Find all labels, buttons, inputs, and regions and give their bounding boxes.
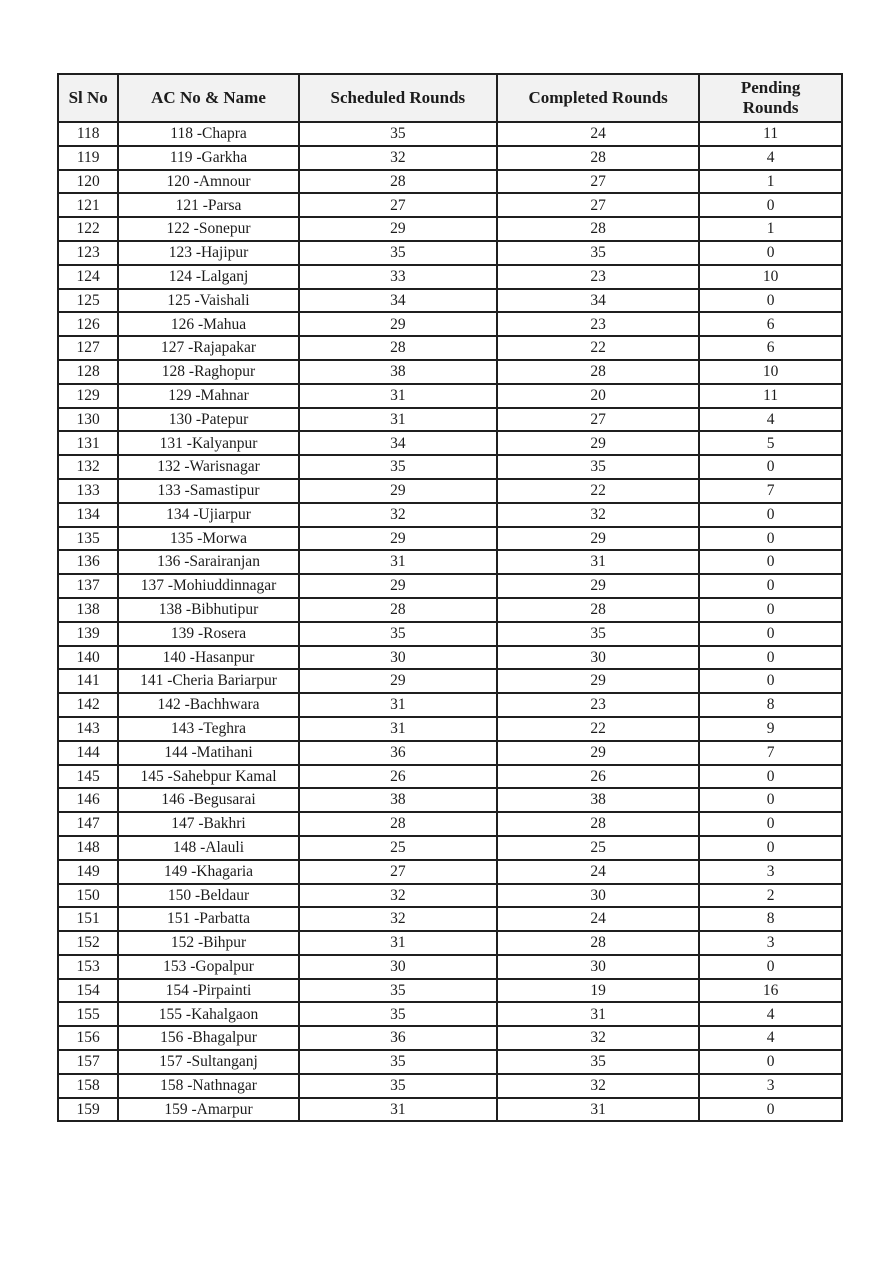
cell-sl-no: 157 xyxy=(58,1050,118,1074)
cell-pending-rounds: 0 xyxy=(699,503,842,527)
cell-ac-no-name: 131 -Kalyanpur xyxy=(118,431,298,455)
cell-pending-rounds: 0 xyxy=(699,193,842,217)
cell-scheduled-rounds: 32 xyxy=(299,146,497,170)
cell-scheduled-rounds: 28 xyxy=(299,812,497,836)
cell-scheduled-rounds: 35 xyxy=(299,1050,497,1074)
cell-sl-no: 152 xyxy=(58,931,118,955)
cell-pending-rounds: 4 xyxy=(699,1002,842,1026)
cell-completed-rounds: 23 xyxy=(497,265,699,289)
table-row xyxy=(58,860,842,884)
cell-scheduled-rounds: 34 xyxy=(299,289,497,313)
table-row xyxy=(58,193,842,217)
cell-completed-rounds: 22 xyxy=(497,717,699,741)
cell-ac-no-name: 143 -Teghra xyxy=(118,717,298,741)
column-header-ac-no-name: AC No & Name xyxy=(118,74,298,122)
cell-pending-rounds: 0 xyxy=(699,574,842,598)
table-row xyxy=(58,574,842,598)
cell-ac-no-name: 141 -Cheria Bariarpur xyxy=(118,669,298,693)
table-row xyxy=(58,788,842,812)
table-row xyxy=(58,884,842,908)
cell-completed-rounds: 35 xyxy=(497,1050,699,1074)
column-header-pending-rounds-label: Pending Rounds xyxy=(740,78,801,117)
cell-pending-rounds: 6 xyxy=(699,336,842,360)
header-row xyxy=(58,74,842,122)
cell-sl-no: 138 xyxy=(58,598,118,622)
table-row xyxy=(58,907,842,931)
table-row xyxy=(58,812,842,836)
table-row xyxy=(58,836,842,860)
cell-ac-no-name: 158 -Nathnagar xyxy=(118,1074,298,1098)
cell-ac-no-name: 154 -Pirpainti xyxy=(118,979,298,1003)
table-row xyxy=(58,598,842,622)
table-row xyxy=(58,336,842,360)
cell-completed-rounds: 31 xyxy=(497,550,699,574)
cell-completed-rounds: 24 xyxy=(497,122,699,146)
cell-completed-rounds: 29 xyxy=(497,741,699,765)
cell-pending-rounds: 3 xyxy=(699,931,842,955)
cell-completed-rounds: 19 xyxy=(497,979,699,1003)
cell-sl-no: 127 xyxy=(58,336,118,360)
rounds-table xyxy=(57,73,843,1122)
cell-pending-rounds: 0 xyxy=(699,550,842,574)
cell-completed-rounds: 22 xyxy=(497,336,699,360)
cell-completed-rounds: 24 xyxy=(497,907,699,931)
table-row xyxy=(58,646,842,670)
cell-pending-rounds: 8 xyxy=(699,907,842,931)
cell-scheduled-rounds: 26 xyxy=(299,765,497,789)
cell-sl-no: 128 xyxy=(58,360,118,384)
cell-pending-rounds: 0 xyxy=(699,622,842,646)
cell-pending-rounds: 0 xyxy=(699,598,842,622)
cell-sl-no: 156 xyxy=(58,1026,118,1050)
cell-scheduled-rounds: 35 xyxy=(299,1002,497,1026)
cell-sl-no: 137 xyxy=(58,574,118,598)
cell-pending-rounds: 0 xyxy=(699,788,842,812)
cell-completed-rounds: 38 xyxy=(497,788,699,812)
table-row xyxy=(58,170,842,194)
cell-scheduled-rounds: 33 xyxy=(299,265,497,289)
cell-completed-rounds: 28 xyxy=(497,146,699,170)
cell-sl-no: 136 xyxy=(58,550,118,574)
column-header-pending-rounds xyxy=(699,74,842,122)
cell-sl-no: 120 xyxy=(58,170,118,194)
table-row xyxy=(58,265,842,289)
cell-ac-no-name: 134 -Ujiarpur xyxy=(118,503,298,527)
cell-scheduled-rounds: 36 xyxy=(299,1026,497,1050)
cell-ac-no-name: 135 -Morwa xyxy=(118,527,298,551)
cell-scheduled-rounds: 27 xyxy=(299,860,497,884)
cell-completed-rounds: 29 xyxy=(497,574,699,598)
cell-sl-no: 144 xyxy=(58,741,118,765)
cell-scheduled-rounds: 35 xyxy=(299,241,497,265)
cell-sl-no: 154 xyxy=(58,979,118,1003)
table-row xyxy=(58,669,842,693)
table-row xyxy=(58,955,842,979)
cell-sl-no: 126 xyxy=(58,312,118,336)
cell-completed-rounds: 35 xyxy=(497,241,699,265)
cell-completed-rounds: 23 xyxy=(497,693,699,717)
cell-sl-no: 121 xyxy=(58,193,118,217)
table-row xyxy=(58,408,842,432)
cell-completed-rounds: 35 xyxy=(497,455,699,479)
cell-sl-no: 151 xyxy=(58,907,118,931)
cell-scheduled-rounds: 31 xyxy=(299,693,497,717)
cell-pending-rounds: 5 xyxy=(699,431,842,455)
table-header xyxy=(58,74,842,122)
cell-sl-no: 142 xyxy=(58,693,118,717)
cell-sl-no: 133 xyxy=(58,479,118,503)
cell-pending-rounds: 0 xyxy=(699,812,842,836)
table-row xyxy=(58,289,842,313)
column-header-completed-rounds: Completed Rounds xyxy=(497,74,699,122)
cell-pending-rounds: 0 xyxy=(699,646,842,670)
cell-ac-no-name: 138 -Bibhutipur xyxy=(118,598,298,622)
cell-scheduled-rounds: 31 xyxy=(299,1098,497,1122)
cell-completed-rounds: 22 xyxy=(497,479,699,503)
cell-ac-no-name: 119 -Garkha xyxy=(118,146,298,170)
cell-scheduled-rounds: 28 xyxy=(299,598,497,622)
cell-pending-rounds: 0 xyxy=(699,765,842,789)
cell-sl-no: 132 xyxy=(58,455,118,479)
cell-completed-rounds: 27 xyxy=(497,193,699,217)
cell-ac-no-name: 151 -Parbatta xyxy=(118,907,298,931)
cell-completed-rounds: 30 xyxy=(497,646,699,670)
cell-pending-rounds: 4 xyxy=(699,1026,842,1050)
table-row xyxy=(58,765,842,789)
cell-sl-no: 140 xyxy=(58,646,118,670)
cell-ac-no-name: 140 -Hasanpur xyxy=(118,646,298,670)
cell-scheduled-rounds: 29 xyxy=(299,479,497,503)
cell-ac-no-name: 123 -Hajipur xyxy=(118,241,298,265)
cell-sl-no: 147 xyxy=(58,812,118,836)
cell-ac-no-name: 128 -Raghopur xyxy=(118,360,298,384)
table-row xyxy=(58,1074,842,1098)
table-body xyxy=(58,122,842,1121)
cell-pending-rounds: 3 xyxy=(699,860,842,884)
cell-sl-no: 118 xyxy=(58,122,118,146)
cell-sl-no: 155 xyxy=(58,1002,118,1026)
cell-pending-rounds: 4 xyxy=(699,146,842,170)
cell-sl-no: 135 xyxy=(58,527,118,551)
cell-pending-rounds: 0 xyxy=(699,1098,842,1122)
cell-sl-no: 145 xyxy=(58,765,118,789)
cell-pending-rounds: 0 xyxy=(699,955,842,979)
cell-ac-no-name: 144 -Matihani xyxy=(118,741,298,765)
cell-pending-rounds: 11 xyxy=(699,384,842,408)
column-header-scheduled-rounds: Scheduled Rounds xyxy=(299,74,497,122)
cell-scheduled-rounds: 36 xyxy=(299,741,497,765)
cell-scheduled-rounds: 35 xyxy=(299,455,497,479)
cell-pending-rounds: 10 xyxy=(699,265,842,289)
cell-completed-rounds: 23 xyxy=(497,312,699,336)
cell-completed-rounds: 24 xyxy=(497,860,699,884)
cell-scheduled-rounds: 34 xyxy=(299,431,497,455)
cell-pending-rounds: 7 xyxy=(699,479,842,503)
cell-scheduled-rounds: 32 xyxy=(299,884,497,908)
cell-completed-rounds: 25 xyxy=(497,836,699,860)
cell-sl-no: 158 xyxy=(58,1074,118,1098)
cell-ac-no-name: 139 -Rosera xyxy=(118,622,298,646)
table-row xyxy=(58,431,842,455)
cell-ac-no-name: 136 -Sarairanjan xyxy=(118,550,298,574)
cell-scheduled-rounds: 35 xyxy=(299,979,497,1003)
table-row xyxy=(58,241,842,265)
cell-sl-no: 124 xyxy=(58,265,118,289)
table-row xyxy=(58,479,842,503)
cell-scheduled-rounds: 29 xyxy=(299,574,497,598)
cell-ac-no-name: 129 -Mahnar xyxy=(118,384,298,408)
table-row xyxy=(58,1098,842,1122)
table-row xyxy=(58,1026,842,1050)
cell-ac-no-name: 124 -Lalganj xyxy=(118,265,298,289)
cell-ac-no-name: 120 -Amnour xyxy=(118,170,298,194)
cell-completed-rounds: 31 xyxy=(497,1002,699,1026)
cell-completed-rounds: 31 xyxy=(497,1098,699,1122)
cell-scheduled-rounds: 35 xyxy=(299,122,497,146)
cell-ac-no-name: 145 -Sahebpur Kamal xyxy=(118,765,298,789)
cell-completed-rounds: 32 xyxy=(497,1026,699,1050)
cell-completed-rounds: 28 xyxy=(497,217,699,241)
table-row xyxy=(58,622,842,646)
cell-sl-no: 134 xyxy=(58,503,118,527)
cell-ac-no-name: 150 -Beldaur xyxy=(118,884,298,908)
table-row xyxy=(58,146,842,170)
cell-sl-no: 148 xyxy=(58,836,118,860)
cell-ac-no-name: 137 -Mohiuddinnagar xyxy=(118,574,298,598)
cell-pending-rounds: 0 xyxy=(699,289,842,313)
cell-ac-no-name: 132 -Warisnagar xyxy=(118,455,298,479)
cell-pending-rounds: 1 xyxy=(699,170,842,194)
cell-ac-no-name: 157 -Sultanganj xyxy=(118,1050,298,1074)
cell-ac-no-name: 155 -Kahalgaon xyxy=(118,1002,298,1026)
cell-pending-rounds: 0 xyxy=(699,241,842,265)
cell-ac-no-name: 118 -Chapra xyxy=(118,122,298,146)
table-row xyxy=(58,979,842,1003)
cell-completed-rounds: 28 xyxy=(497,360,699,384)
cell-completed-rounds: 32 xyxy=(497,1074,699,1098)
cell-sl-no: 143 xyxy=(58,717,118,741)
cell-pending-rounds: 4 xyxy=(699,408,842,432)
cell-pending-rounds: 1 xyxy=(699,217,842,241)
cell-completed-rounds: 34 xyxy=(497,289,699,313)
cell-sl-no: 139 xyxy=(58,622,118,646)
table-row xyxy=(58,527,842,551)
cell-scheduled-rounds: 29 xyxy=(299,312,497,336)
table-row xyxy=(58,693,842,717)
table-row xyxy=(58,360,842,384)
cell-scheduled-rounds: 32 xyxy=(299,503,497,527)
cell-completed-rounds: 27 xyxy=(497,408,699,432)
cell-completed-rounds: 30 xyxy=(497,955,699,979)
cell-scheduled-rounds: 28 xyxy=(299,170,497,194)
cell-sl-no: 146 xyxy=(58,788,118,812)
cell-scheduled-rounds: 29 xyxy=(299,527,497,551)
cell-scheduled-rounds: 25 xyxy=(299,836,497,860)
cell-scheduled-rounds: 30 xyxy=(299,955,497,979)
cell-pending-rounds: 10 xyxy=(699,360,842,384)
cell-ac-no-name: 122 -Sonepur xyxy=(118,217,298,241)
cell-sl-no: 122 xyxy=(58,217,118,241)
cell-pending-rounds: 0 xyxy=(699,836,842,860)
cell-completed-rounds: 29 xyxy=(497,669,699,693)
table-row xyxy=(58,931,842,955)
cell-ac-no-name: 147 -Bakhri xyxy=(118,812,298,836)
cell-sl-no: 131 xyxy=(58,431,118,455)
cell-pending-rounds: 7 xyxy=(699,741,842,765)
cell-sl-no: 159 xyxy=(58,1098,118,1122)
cell-ac-no-name: 153 -Gopalpur xyxy=(118,955,298,979)
table-row xyxy=(58,1050,842,1074)
cell-completed-rounds: 28 xyxy=(497,812,699,836)
cell-pending-rounds: 8 xyxy=(699,693,842,717)
cell-scheduled-rounds: 38 xyxy=(299,360,497,384)
cell-completed-rounds: 27 xyxy=(497,170,699,194)
cell-sl-no: 141 xyxy=(58,669,118,693)
cell-pending-rounds: 0 xyxy=(699,669,842,693)
table-row xyxy=(58,741,842,765)
cell-pending-rounds: 0 xyxy=(699,455,842,479)
cell-ac-no-name: 156 -Bhagalpur xyxy=(118,1026,298,1050)
cell-scheduled-rounds: 35 xyxy=(299,1074,497,1098)
cell-completed-rounds: 28 xyxy=(497,931,699,955)
cell-ac-no-name: 152 -Bihpur xyxy=(118,931,298,955)
table-row xyxy=(58,1002,842,1026)
table-row xyxy=(58,717,842,741)
table-row xyxy=(58,122,842,146)
table-row xyxy=(58,503,842,527)
cell-pending-rounds: 0 xyxy=(699,1050,842,1074)
cell-sl-no: 129 xyxy=(58,384,118,408)
table-row xyxy=(58,550,842,574)
cell-ac-no-name: 130 -Patepur xyxy=(118,408,298,432)
cell-scheduled-rounds: 29 xyxy=(299,217,497,241)
cell-ac-no-name: 148 -Alauli xyxy=(118,836,298,860)
table-row xyxy=(58,455,842,479)
column-header-sl-no: Sl No xyxy=(58,74,118,122)
cell-completed-rounds: 26 xyxy=(497,765,699,789)
cell-completed-rounds: 20 xyxy=(497,384,699,408)
cell-scheduled-rounds: 28 xyxy=(299,336,497,360)
cell-sl-no: 149 xyxy=(58,860,118,884)
cell-ac-no-name: 133 -Samastipur xyxy=(118,479,298,503)
cell-pending-rounds: 0 xyxy=(699,527,842,551)
table-row xyxy=(58,217,842,241)
cell-sl-no: 119 xyxy=(58,146,118,170)
cell-scheduled-rounds: 27 xyxy=(299,193,497,217)
cell-scheduled-rounds: 30 xyxy=(299,646,497,670)
cell-ac-no-name: 127 -Rajapakar xyxy=(118,336,298,360)
cell-ac-no-name: 125 -Vaishali xyxy=(118,289,298,313)
cell-ac-no-name: 149 -Khagaria xyxy=(118,860,298,884)
cell-sl-no: 150 xyxy=(58,884,118,908)
cell-ac-no-name: 126 -Mahua xyxy=(118,312,298,336)
cell-ac-no-name: 146 -Begusarai xyxy=(118,788,298,812)
cell-completed-rounds: 29 xyxy=(497,431,699,455)
cell-completed-rounds: 30 xyxy=(497,884,699,908)
cell-scheduled-rounds: 35 xyxy=(299,622,497,646)
cell-scheduled-rounds: 31 xyxy=(299,931,497,955)
cell-sl-no: 125 xyxy=(58,289,118,313)
cell-pending-rounds: 3 xyxy=(699,1074,842,1098)
cell-completed-rounds: 32 xyxy=(497,503,699,527)
cell-pending-rounds: 9 xyxy=(699,717,842,741)
cell-scheduled-rounds: 38 xyxy=(299,788,497,812)
cell-ac-no-name: 142 -Bachhwara xyxy=(118,693,298,717)
cell-scheduled-rounds: 31 xyxy=(299,384,497,408)
cell-pending-rounds: 6 xyxy=(699,312,842,336)
cell-completed-rounds: 29 xyxy=(497,527,699,551)
cell-scheduled-rounds: 31 xyxy=(299,408,497,432)
cell-ac-no-name: 121 -Parsa xyxy=(118,193,298,217)
cell-scheduled-rounds: 32 xyxy=(299,907,497,931)
cell-completed-rounds: 28 xyxy=(497,598,699,622)
cell-sl-no: 130 xyxy=(58,408,118,432)
cell-pending-rounds: 16 xyxy=(699,979,842,1003)
cell-scheduled-rounds: 29 xyxy=(299,669,497,693)
table-row xyxy=(58,384,842,408)
cell-ac-no-name: 159 -Amarpur xyxy=(118,1098,298,1122)
table-row xyxy=(58,312,842,336)
cell-sl-no: 153 xyxy=(58,955,118,979)
cell-pending-rounds: 11 xyxy=(699,122,842,146)
cell-scheduled-rounds: 31 xyxy=(299,550,497,574)
cell-pending-rounds: 2 xyxy=(699,884,842,908)
cell-sl-no: 123 xyxy=(58,241,118,265)
cell-completed-rounds: 35 xyxy=(497,622,699,646)
cell-scheduled-rounds: 31 xyxy=(299,717,497,741)
